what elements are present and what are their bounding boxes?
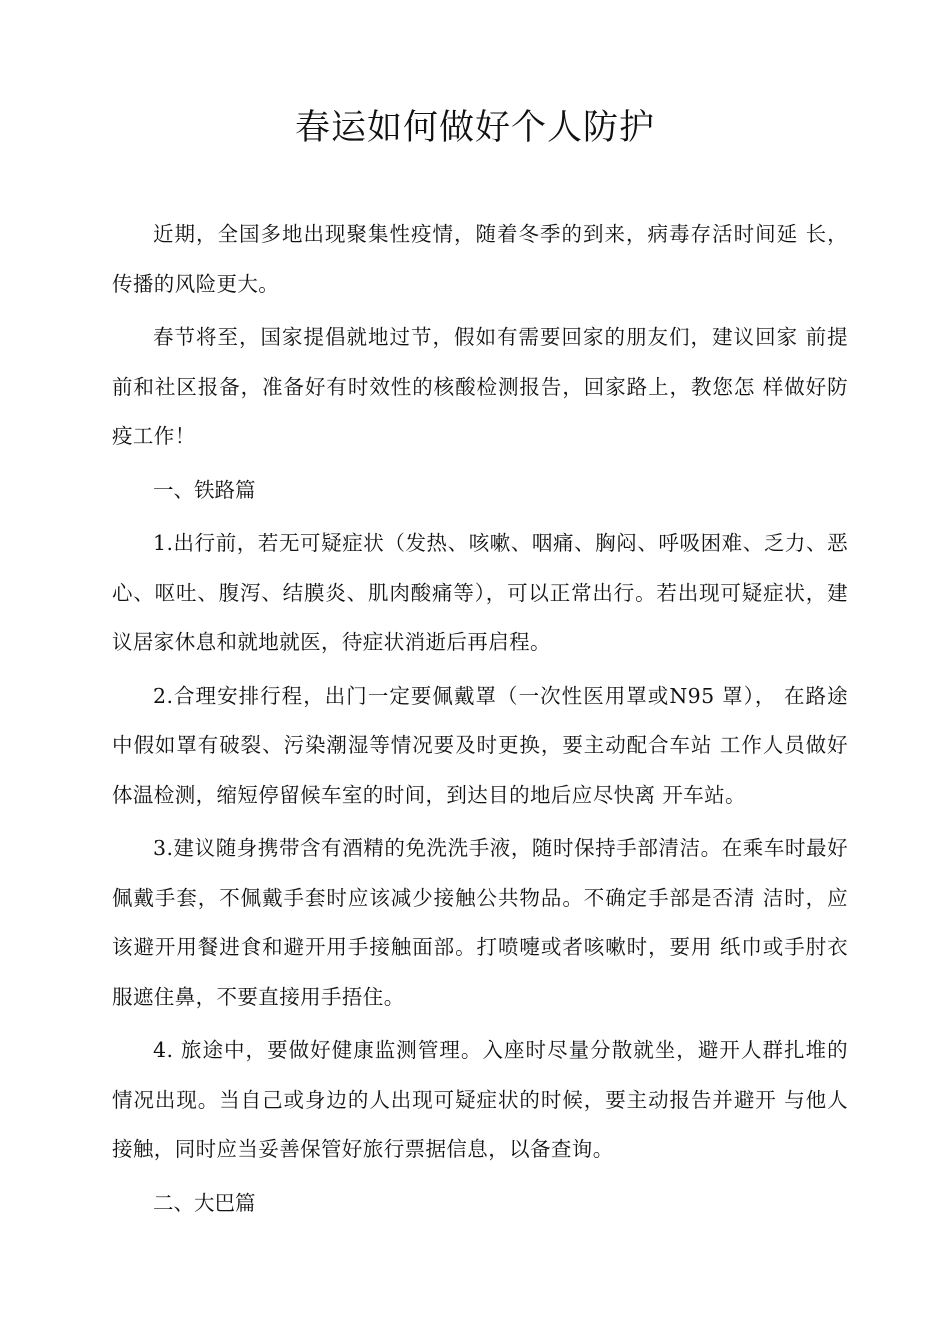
intro-paragraph-1: 近期，全国多地出现聚集性疫情，随着冬季的到来，病毒存活时间延 长，传播的风险更大。: [112, 222, 848, 296]
railway-item-1: 1.出行前，若无可疑症状（发热、咳嗽、咽痛、胸闷、呼吸困难、乏力、恶心、呕吐、腹泻、结膜炎、肌肉酸痛等），可以正常出行。若出现可疑症状，建议居家休息和就地就医，待症状消逝后再启程。: [112, 531, 848, 654]
railway-item-2: 2.合理安排行程，出门一定要佩戴罩（一次性医用罩或N95 罩）， 在路途中假如罩有破裂、污染潮湿等情况要及时更换，要主动配合车站 工作人员做好体温检测，缩短停留候车室的时间，到达目的地后应尽快离 开车站。: [112, 683, 848, 807]
section-heading-bus: 二、大巴篇: [153, 1190, 256, 1215]
document-title: 春运如何做好个人防护: [294, 108, 655, 148]
intro-paragraph-2: 春节将至，国家提倡就地过节，假如有需要回家的朋友们，建议回家 前提前和社区报备，准备好有时效性的核酸检测报告，回家路上，教您怎 样做好防疫工作！: [112, 325, 848, 448]
document-body: [112, 210, 848, 1232]
railway-item-4: 4. 旅途中，要做好健康监测管理。入座时尽量分散就坐，避开人群扎堆的情况出现。当自己或身边的人出现可疑症状的时候，要主动报告并避开 与他人接触，同时应当妥善保管好旅行票据信息，以备查询。: [112, 1038, 848, 1161]
railway-item-3: 3.建议随身携带含有酒精的免洗洗手液，随时保持手部清洁。在乘车时最好佩戴手套，不佩戴手套时应该减少接触公共物品。不确定手部是否清 洁时，应该避开用餐进食和避开用手接触面部。打喷嚏或者咳嗽时，要用 纸巾或手肘衣服遮住鼻，不要直接用手捂住。: [112, 836, 848, 1009]
section-heading-railway: 一、铁路篇: [153, 477, 256, 502]
